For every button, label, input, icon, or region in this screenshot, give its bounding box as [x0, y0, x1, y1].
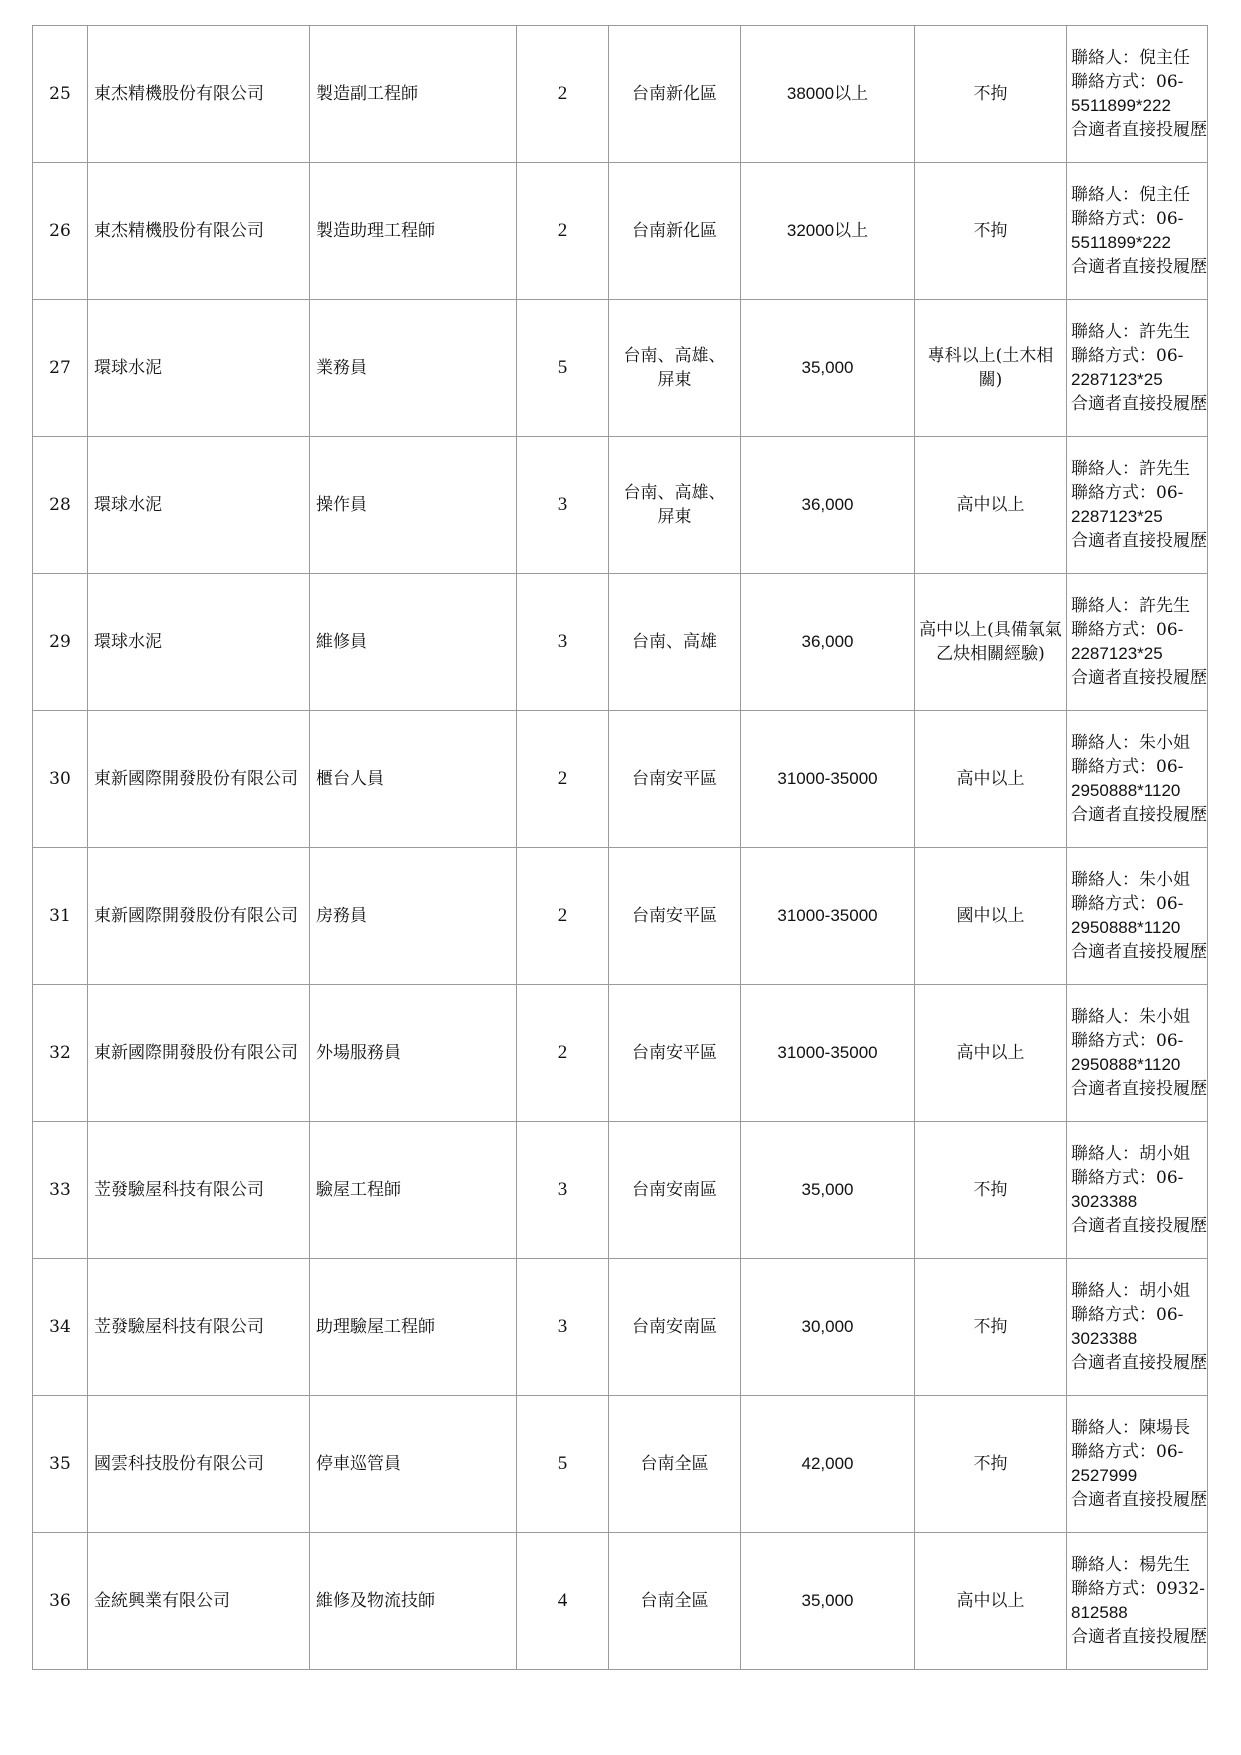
education-requirement-cell: 不拘 [915, 1259, 1067, 1396]
contact-method: 聯絡方式：0932- [1071, 1579, 1206, 1599]
contact-info-cell [1067, 163, 1208, 300]
job-listing-page [32, 25, 1208, 1670]
education-requirement-cell: 高中以上 [915, 985, 1067, 1122]
job-listing-table [32, 25, 1208, 1670]
contact-note: 合適者直接投履歷 [1071, 1353, 1207, 1373]
company-name-cell: 環球水泥 [88, 300, 310, 437]
headcount-cell: 2 [517, 26, 609, 163]
job-title-cell: 製造副工程師 [310, 26, 517, 163]
headcount-cell: 4 [517, 1533, 609, 1670]
salary-cell: 32000以上 [741, 163, 915, 300]
contact-phone: 5511899*222 [1071, 233, 1171, 252]
contact-phone: 2527999 [1071, 1466, 1138, 1485]
table-row [33, 1533, 1208, 1670]
contact-info-cell [1067, 437, 1208, 574]
work-location-cell: 台南安南區 [609, 1259, 741, 1396]
headcount-cell: 3 [517, 574, 609, 711]
contact-note: 合適者直接投履歷 [1071, 1627, 1207, 1647]
contact-person: 聯絡人：許先生 [1071, 459, 1190, 479]
contact-person: 聯絡人：倪主任 [1071, 48, 1190, 68]
contact-note: 合適者直接投履歷 [1071, 257, 1207, 277]
company-name-cell: 苙發驗屋科技有限公司 [88, 1122, 310, 1259]
contact-info-cell [1067, 26, 1208, 163]
contact-method: 聯絡方式：06- [1071, 1031, 1184, 1051]
salary-cell: 31000-35000 [741, 985, 915, 1122]
job-title-cell: 櫃台人員 [310, 711, 517, 848]
headcount-cell: 2 [517, 848, 609, 985]
company-name-cell: 金統興業有限公司 [88, 1533, 310, 1670]
table-row [33, 574, 1208, 711]
work-location-cell: 台南新化區 [609, 26, 741, 163]
contact-info-cell [1067, 1122, 1208, 1259]
contact-phone: 2287123*25 [1071, 370, 1163, 389]
contact-method: 聯絡方式：06- [1071, 894, 1184, 914]
salary-cell: 31000-35000 [741, 711, 915, 848]
salary-cell: 35,000 [741, 1122, 915, 1259]
contact-phone: 2950888*1120 [1071, 918, 1181, 937]
contact-phone: 2950888*1120 [1071, 1055, 1181, 1074]
contact-method: 聯絡方式：06- [1071, 483, 1184, 503]
table-row [33, 300, 1208, 437]
work-location-cell: 台南安南區 [609, 1122, 741, 1259]
row-number-cell: 32 [33, 985, 88, 1122]
contact-info-cell [1067, 985, 1208, 1122]
job-title-cell: 驗屋工程師 [310, 1122, 517, 1259]
job-title-cell: 製造助理工程師 [310, 163, 517, 300]
work-location-cell: 台南新化區 [609, 163, 741, 300]
contact-note: 合適者直接投履歷 [1071, 120, 1207, 140]
contact-person: 聯絡人：朱小姐 [1071, 733, 1190, 753]
contact-phone: 3023388 [1071, 1329, 1138, 1348]
contact-person: 聯絡人：楊先生 [1071, 1555, 1190, 1575]
company-name-cell: 環球水泥 [88, 574, 310, 711]
contact-note: 合適者直接投履歷 [1071, 531, 1207, 551]
salary-cell: 36,000 [741, 574, 915, 711]
job-title-cell: 停車巡管員 [310, 1396, 517, 1533]
contact-info-cell [1067, 300, 1208, 437]
row-number-cell: 35 [33, 1396, 88, 1533]
company-name-cell: 環球水泥 [88, 437, 310, 574]
headcount-cell: 3 [517, 1122, 609, 1259]
contact-info-cell [1067, 1396, 1208, 1533]
job-title-cell: 維修及物流技師 [310, 1533, 517, 1670]
education-requirement-cell: 不拘 [915, 163, 1067, 300]
contact-person: 聯絡人：朱小姐 [1071, 870, 1190, 890]
headcount-cell: 5 [517, 300, 609, 437]
education-requirement-cell: 專科以上(土木相關) [915, 300, 1067, 437]
row-number-cell: 29 [33, 574, 88, 711]
job-title-cell: 操作員 [310, 437, 517, 574]
table-row [33, 711, 1208, 848]
company-name-cell: 東新國際開發股份有限公司 [88, 985, 310, 1122]
job-table-body [33, 26, 1208, 1670]
contact-note: 合適者直接投履歷 [1071, 394, 1207, 414]
company-name-cell: 苙發驗屋科技有限公司 [88, 1259, 310, 1396]
education-requirement-cell: 高中以上 [915, 437, 1067, 574]
table-row [33, 1396, 1208, 1533]
salary-cell: 38000以上 [741, 26, 915, 163]
table-row [33, 1122, 1208, 1259]
work-location-cell: 台南、高雄 [609, 574, 741, 711]
contact-note: 合適者直接投履歷 [1071, 805, 1207, 825]
work-location-cell: 台南安平區 [609, 711, 741, 848]
education-requirement-cell: 不拘 [915, 26, 1067, 163]
contact-method: 聯絡方式：06- [1071, 1305, 1184, 1325]
table-row [33, 1259, 1208, 1396]
contact-person: 聯絡人：陳場長 [1071, 1418, 1190, 1438]
contact-phone: 2287123*25 [1071, 507, 1163, 526]
contact-method: 聯絡方式：06- [1071, 72, 1184, 92]
education-requirement-cell: 國中以上 [915, 848, 1067, 985]
row-number-cell: 30 [33, 711, 88, 848]
contact-person: 聯絡人：胡小姐 [1071, 1281, 1190, 1301]
salary-cell: 35,000 [741, 300, 915, 437]
contact-method: 聯絡方式：06- [1071, 1168, 1184, 1188]
contact-phone: 3023388 [1071, 1192, 1138, 1211]
contact-note: 合適者直接投履歷 [1071, 1490, 1207, 1510]
work-location-cell: 台南、高雄、屏東 [609, 437, 741, 574]
row-number-cell: 25 [33, 26, 88, 163]
row-number-cell: 27 [33, 300, 88, 437]
education-requirement-cell: 高中以上(具備氧氣乙炔相關經驗) [915, 574, 1067, 711]
work-location-cell: 台南安平區 [609, 985, 741, 1122]
table-row [33, 26, 1208, 163]
company-name-cell: 東新國際開發股份有限公司 [88, 848, 310, 985]
contact-person: 聯絡人：倪主任 [1071, 185, 1190, 205]
table-row [33, 437, 1208, 574]
headcount-cell: 3 [517, 1259, 609, 1396]
row-number-cell: 36 [33, 1533, 88, 1670]
education-requirement-cell: 不拘 [915, 1122, 1067, 1259]
job-title-cell: 助理驗屋工程師 [310, 1259, 517, 1396]
education-requirement-cell: 不拘 [915, 1396, 1067, 1533]
work-location-cell: 台南安平區 [609, 848, 741, 985]
table-row [33, 163, 1208, 300]
row-number-cell: 31 [33, 848, 88, 985]
table-row [33, 985, 1208, 1122]
job-title-cell: 房務員 [310, 848, 517, 985]
job-title-cell: 外場服務員 [310, 985, 517, 1122]
headcount-cell: 2 [517, 163, 609, 300]
headcount-cell: 5 [517, 1396, 609, 1533]
contact-info-cell [1067, 1259, 1208, 1396]
contact-person: 聯絡人：許先生 [1071, 322, 1190, 342]
headcount-cell: 3 [517, 437, 609, 574]
row-number-cell: 26 [33, 163, 88, 300]
work-location-cell: 台南、高雄、屏東 [609, 300, 741, 437]
job-title-cell: 業務員 [310, 300, 517, 437]
row-number-cell: 28 [33, 437, 88, 574]
education-requirement-cell: 高中以上 [915, 711, 1067, 848]
contact-person: 聯絡人：胡小姐 [1071, 1144, 1190, 1164]
contact-method: 聯絡方式：06- [1071, 1442, 1184, 1462]
contact-method: 聯絡方式：06- [1071, 346, 1184, 366]
contact-method: 聯絡方式：06- [1071, 209, 1184, 229]
contact-info-cell [1067, 711, 1208, 848]
work-location-cell: 台南全區 [609, 1396, 741, 1533]
company-name-cell: 東杰精機股份有限公司 [88, 163, 310, 300]
salary-cell: 36,000 [741, 437, 915, 574]
salary-cell: 31000-35000 [741, 848, 915, 985]
contact-phone: 5511899*222 [1071, 96, 1171, 115]
salary-cell: 35,000 [741, 1533, 915, 1670]
salary-cell: 30,000 [741, 1259, 915, 1396]
contact-phone: 2950888*1120 [1071, 781, 1181, 800]
contact-note: 合適者直接投履歷 [1071, 1079, 1207, 1099]
company-name-cell: 東杰精機股份有限公司 [88, 26, 310, 163]
table-row [33, 848, 1208, 985]
contact-person: 聯絡人：朱小姐 [1071, 1007, 1190, 1027]
contact-method: 聯絡方式：06- [1071, 757, 1184, 777]
work-location-cell: 台南全區 [609, 1533, 741, 1670]
contact-phone: 2287123*25 [1071, 644, 1163, 663]
contact-person: 聯絡人：許先生 [1071, 596, 1190, 616]
row-number-cell: 34 [33, 1259, 88, 1396]
row-number-cell: 33 [33, 1122, 88, 1259]
headcount-cell: 2 [517, 985, 609, 1122]
company-name-cell: 東新國際開發股份有限公司 [88, 711, 310, 848]
contact-note: 合適者直接投履歷 [1071, 1216, 1207, 1236]
contact-method: 聯絡方式：06- [1071, 620, 1184, 640]
job-title-cell: 維修員 [310, 574, 517, 711]
headcount-cell: 2 [517, 711, 609, 848]
contact-phone: 812588 [1071, 1603, 1128, 1622]
salary-cell: 42,000 [741, 1396, 915, 1533]
contact-note: 合適者直接投履歷 [1071, 942, 1207, 962]
contact-note: 合適者直接投履歷 [1071, 668, 1207, 688]
company-name-cell: 國雲科技股份有限公司 [88, 1396, 310, 1533]
education-requirement-cell: 高中以上 [915, 1533, 1067, 1670]
contact-info-cell [1067, 848, 1208, 985]
contact-info-cell [1067, 574, 1208, 711]
contact-info-cell [1067, 1533, 1208, 1670]
